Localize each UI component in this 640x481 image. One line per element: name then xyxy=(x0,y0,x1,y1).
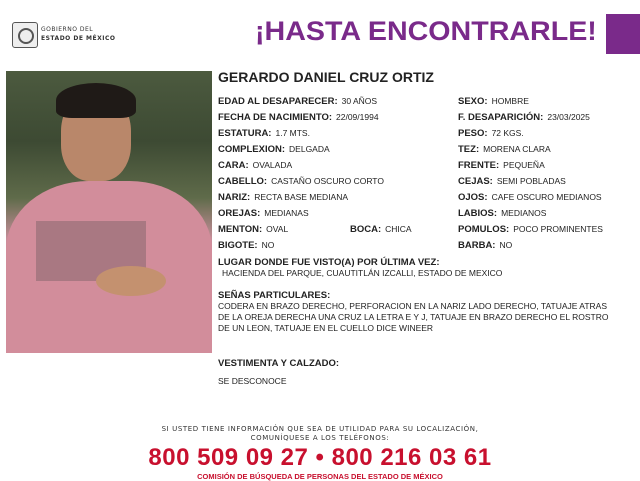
missing-person-photo xyxy=(6,71,212,353)
field-frente: FRENTE: PEQUEÑA xyxy=(458,160,545,171)
marks-title: SEÑAS PARTICULARES: xyxy=(218,290,331,301)
field-fecha-nacimiento: FECHA DE NACIMIENTO: 22/09/1994 xyxy=(218,112,379,123)
field-tez: TEZ: MORENA CLARA xyxy=(458,144,551,155)
field-nariz: NARIZ: RECTA BASE MEDIANA xyxy=(218,192,349,203)
logo-line-1: GOBIERNO DEL xyxy=(41,26,94,33)
field-edad: EDAD AL DESAPARECER: 30 AÑOS xyxy=(218,96,378,107)
field-cabello: CABELLO: CASTAÑO OSCURO CORTO xyxy=(218,176,384,187)
footer-note-line-1: SI USTED TIENE INFORMACIÓN QUE SEA DE UTILIDAD PARA SU LOCALIZACIÓN, xyxy=(161,425,479,433)
clothing-title: VESTIMENTA Y CALZADO: xyxy=(218,358,340,369)
field-cejas: CEJAS: SEMI POBLADAS xyxy=(458,176,566,187)
coat-of-arms-icon xyxy=(12,22,38,48)
government-logo xyxy=(12,22,122,48)
field-ojos: OJOS: CAFE OSCURO MEDIANOS xyxy=(458,192,602,203)
logo-line-2: ESTADO DE MÉXICO xyxy=(41,35,116,42)
phone-numbers: 800 509 09 27 • 800 216 03 61 xyxy=(148,444,492,471)
field-estatura: ESTATURA: 1.7 MTS. xyxy=(218,128,310,139)
field-labios: LABIOS: MEDIANOS xyxy=(458,208,547,219)
field-pomulos: POMULOS: POCO PROMINENTES xyxy=(458,224,603,235)
field-cara: CARA: OVALADA xyxy=(218,160,293,171)
header-accent-bar xyxy=(606,14,640,54)
field-boca: BOCA: CHICA xyxy=(350,224,412,235)
field-peso: PESO: 72 KGS. xyxy=(458,128,524,139)
field-sexo: SEXO: HOMBRE xyxy=(458,96,529,107)
footer-note-line-2: COMUNÍQUESE A LOS TELÉFONOS: xyxy=(250,434,390,442)
marks-text: CODERA EN BRAZO DERECHO, PERFORACION EN LA NARIZ LADO DERECHO, TATUAJE ATRAS DE LA OREJA DERECHA UNA CRUZ LA LETRA E Y J, TATUAJE EN BRAZO DERECHO EL ROSTRO DE UN LEON, TATUAJE EN EL CUELLO DICE WINEER xyxy=(218,301,609,333)
field-fecha-desaparicion: F. DESAPARICIÓN: 23/03/2025 xyxy=(458,112,590,123)
field-barba: BARBA: NO xyxy=(458,240,513,251)
poster-title: ¡HASTA ENCONTRARLE! xyxy=(255,16,597,46)
last-seen-title: LUGAR DONDE FUE VISTO(A) POR ÚLTIMA VEZ: xyxy=(218,257,440,268)
person-name: GERARDO DANIEL CRUZ ORTIZ xyxy=(218,69,434,85)
field-complexion: COMPLEXION: DELGADA xyxy=(218,144,330,155)
field-menton: MENTON: OVAL xyxy=(218,224,289,235)
footer-organization: COMISIÓN DE BÚSQUEDA DE PERSONAS DEL ESTADO DE MÉXICO xyxy=(197,472,443,481)
field-orejas: OREJAS: MEDIANAS xyxy=(218,208,309,219)
clothing-text: SE DESCONOCE xyxy=(218,376,287,386)
last-seen-text: HACIENDA DEL PARQUE, CUAUTITLÁN IZCALLI, ESTADO DE MEXICO xyxy=(222,268,503,278)
field-bigote: BIGOTE: NO xyxy=(218,240,275,251)
